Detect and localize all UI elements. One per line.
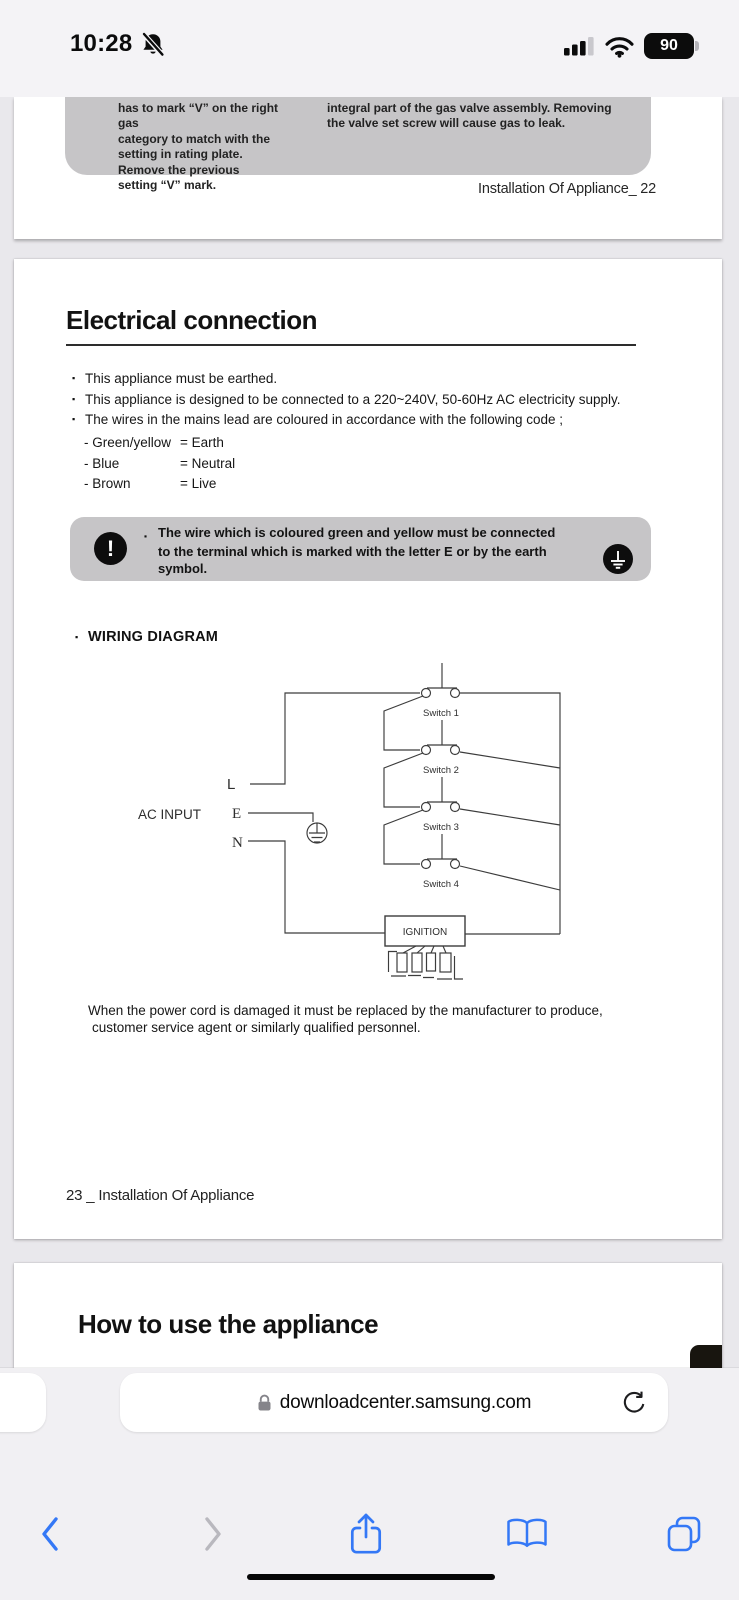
bullet-icon: ▪ [72,414,76,424]
silent-mode-bell-icon [141,32,165,58]
switch1-label: Switch 1 [423,708,459,719]
book-icon [504,1516,550,1552]
url-bar[interactable] [120,1373,668,1432]
pdf-page-23 [14,259,722,1239]
bullet-icon: ▪ [72,393,76,404]
exclamation-icon: ! [94,532,127,565]
tabs-button[interactable] [658,1508,710,1560]
url-text: downloadcenter.samsung.com [279,1391,532,1413]
reload-button[interactable] [620,1389,648,1417]
bullet-icon: ▪ [75,632,79,642]
share-button[interactable] [340,1508,392,1560]
warning-text: ▪ The wire which is coloured green and yellow must be connected to the terminal which is marked with the letter E or by the earth symbol. [144,525,556,576]
switch2-label: Switch 2 [423,765,459,776]
bullet-list: ▪ This appliance must be earthed. ▪ This appliance is designed to be connected to a 220~240V, 50-60Hz AC electricity supply. ▪ The wires in the mains lead are coloured in accordance with the following code ; [72,371,621,427]
page-footer: Installation Of Appliance_ 22 [478,181,656,197]
battery-icon [644,33,699,59]
battery-nub [695,41,699,51]
chevron-left-icon [39,1515,61,1553]
ignition-label: IGNITION [402,927,448,938]
bookmarks-button[interactable] [501,1508,553,1560]
pdf-page-22 [14,97,722,239]
section-title: How to use the appliance [78,1309,379,1339]
battery-percent: 90 [660,37,678,54]
ac-input-label: AC INPUT [138,807,202,822]
share-icon [347,1511,385,1557]
home-indicator[interactable] [247,1574,495,1580]
bullet-icon: ▪ [144,530,148,541]
forward-button[interactable] [187,1508,239,1560]
chapter-tab-marker [690,1345,722,1368]
page-footer: 23 _ Installation Of Appliance [66,1187,255,1204]
safari-bottom-bar [0,1368,739,1600]
wifi-icon [604,35,635,58]
switch3-label: Switch 3 [423,822,459,833]
clock: 10:28 [70,30,133,57]
neutral-terminal-label: N [232,835,243,851]
power-cord-note: When the power cord is damaged it must be replaced by the manufacturer to produce, customer service agent or similarly qualified personnel. [88,1003,603,1035]
earth-symbol-icon [603,544,633,574]
lock-icon [257,1393,272,1412]
title-rule [66,344,636,346]
pdf-page-24 [14,1263,722,1368]
section-title: Electrical connection [66,305,318,335]
cellular-signal-icon [564,35,595,57]
switch4-label: Switch 4 [423,879,459,890]
wiring-diagram-heading: ▪ WIRING DIAGRAM [75,629,219,645]
line-terminal-label: L [227,776,236,793]
wire-colour-codes: - Green/yellow = Earth - Blue = Neutral - Brown = Live [84,435,236,491]
note-col-left: has to mark “V” on the right gas category to match with the setting in rating plate. Remove the previous setting “V” mark. [118,101,279,193]
adjacent-tab-peek[interactable] [0,1373,46,1432]
status-icons [564,33,699,59]
warning-box [70,517,651,581]
tabs-icon [665,1515,703,1553]
bullet-icon: ▪ [72,373,76,383]
status-bar [0,0,739,97]
back-button[interactable] [24,1508,76,1560]
earth-terminal-label: E [232,806,242,822]
note-col-right: integral part of the gas valve assembly. Removing the valve set screw will cause gas to leak. [327,101,612,131]
chevron-right-icon [202,1515,224,1553]
